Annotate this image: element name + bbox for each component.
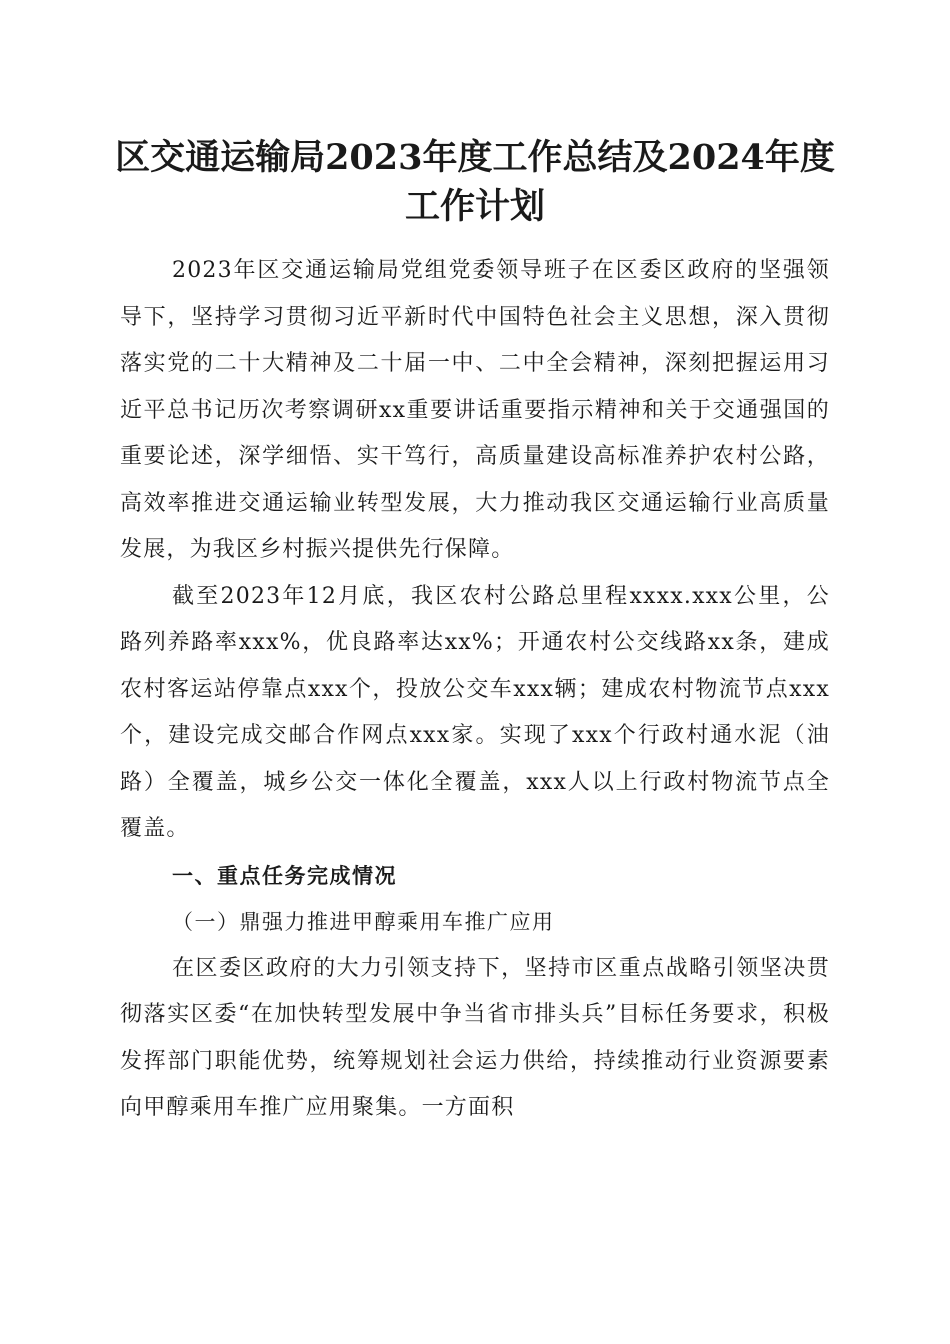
methanol-vehicle-paragraph: 在区委区政府的大力引领支持下，坚持市区重点战略引领坚决贯彻落实区委“在加快转型发展中争当省市排头兵”目标任务要求，积极发挥部门职能优势，统筹规划社会运力供给，持续推动行业资源要素向甲醇乘用车推广应用聚集。一方面积 [120, 955, 830, 1120]
subsection-heading: （一）鼎强力推进甲醇乘用车推广应用 [172, 910, 555, 934]
document-body [120, 248, 830, 1132]
intro-paragraph: 2023年区交通运输局党组党委领导班子在区委区政府的坚强领导下，坚持学习贯彻习近平新时代中国特色社会主义思想，深入贯彻落实党的二十大精神及二十届一中、二中全会精神，深刻把握运用习近平总书记历次考察调研xx重要讲话重要指示精神和关于交通强国的重要论述，深学细悟、实干笃行，高质量建设高标准养护农村公路，高效率推进交通运输业转型发展，大力推动我区交通运输行业高质量发展，为我区乡村振兴提供先行保障。 [120, 258, 830, 562]
document-title-line-2: 工作计划 [404, 186, 545, 227]
document-title-line-1: 区交通运输局2023年度工作总结及2024年度 [115, 137, 835, 178]
section-heading: 一、重点任务完成情况 [172, 863, 397, 888]
statistics-paragraph: 截至2023年12月底，我区农村公路总里程xxxx.xxx公里，公路列养路率xxx%，优良路率达xx%；开通农村公交线路xx条，建成农村客运站停靠点xxx个，投放公交车xxx辆；建成农村物流节点xxx个，建设完成交邮合作网点xxx家。实现了xxx个行政村通水泥（油路）全覆盖，城乡公交一体化全覆盖，xxx人以上行政村物流节点全覆盖。 [120, 583, 830, 841]
